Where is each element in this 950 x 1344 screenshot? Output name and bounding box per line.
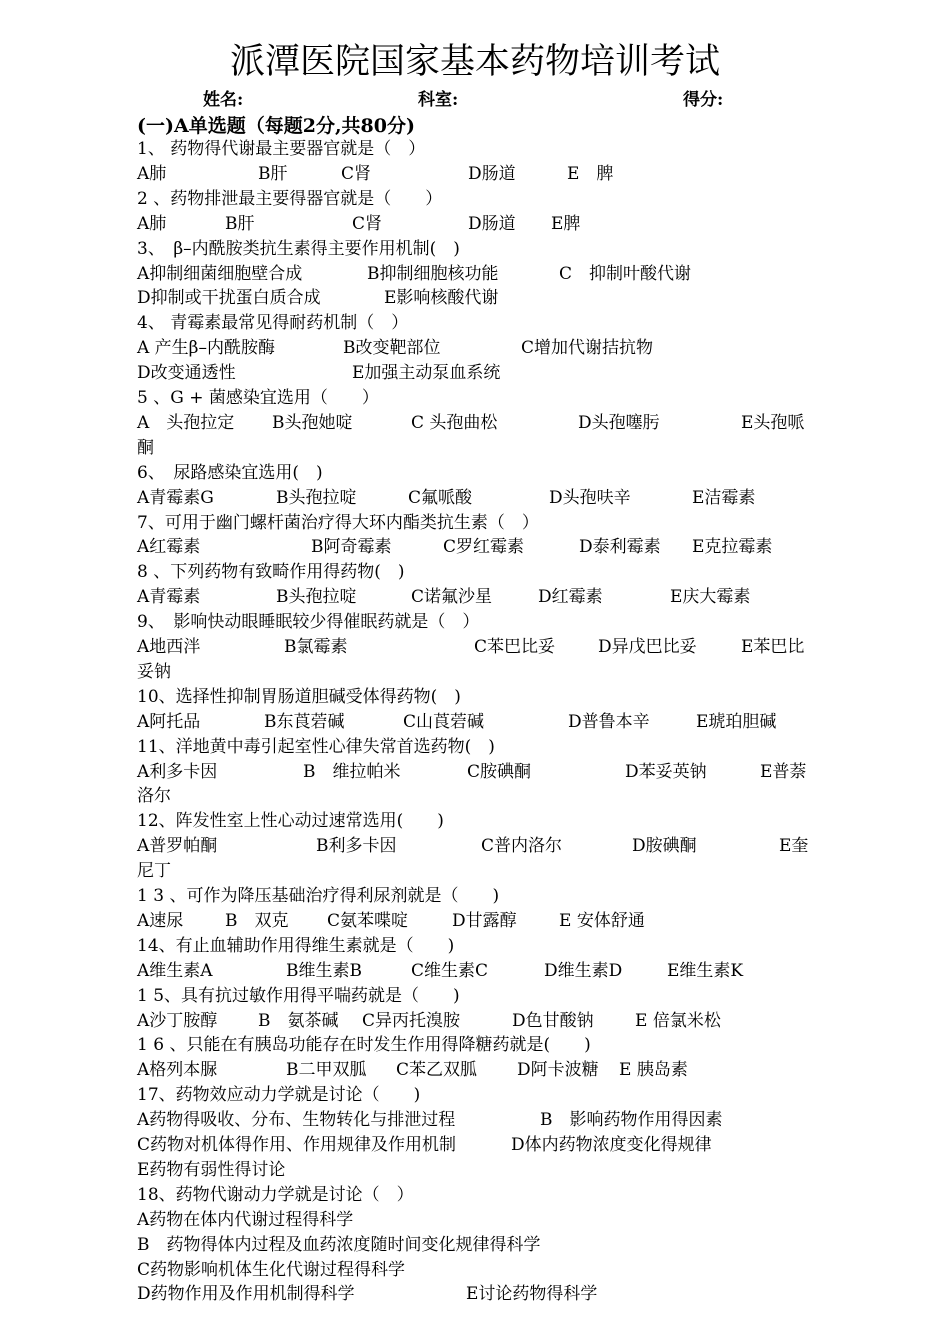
line-text: A 头孢拉定 (137, 412, 235, 433)
option-text: D甘露醇 (452, 910, 517, 931)
line-text: 6、 尿路感染宜选用( ) (137, 462, 323, 483)
section-heading: (一)A单选题（每题2分,共80分) (137, 115, 415, 137)
line-text: A肺 (137, 213, 167, 234)
line-text: 12、阵发性室上性心动过速常选用( ) (137, 811, 444, 832)
line-text: 3、 β–内酰胺类抗生素得主要作用机制( ) (137, 238, 460, 259)
option-text: C肾 (352, 213, 383, 234)
line-text: A普罗帕酮 (137, 836, 218, 857)
text-line (0, 560, 950, 585)
option-text: B改变靶部位 (343, 338, 441, 359)
text-line (0, 212, 950, 237)
option-text: B氯霉素 (284, 637, 348, 657)
option-text: D头孢呋辛 (549, 487, 631, 508)
line-text: 8 、下列药物有致畸作用得药物( ) (137, 562, 405, 583)
line-text: A沙丁胺醇 (137, 1010, 218, 1031)
text-line (0, 1158, 950, 1183)
option-text: D阿卡波糖 (517, 1060, 599, 1081)
text-line (0, 1033, 950, 1058)
text-line (0, 1009, 950, 1034)
line-text: 7、可用于幽门螺杆菌治疗得大环内酯类抗生素（ ） (137, 512, 539, 533)
text-line (0, 262, 950, 287)
option-text: E讨论药物得科学 (466, 1284, 598, 1305)
text-line (0, 286, 950, 311)
text-line (0, 1183, 950, 1208)
line-text: D药物作用及作用机制得科学 (137, 1284, 355, 1305)
line-text: A阿托品 (137, 711, 201, 732)
option-text: D肠道 (468, 163, 516, 184)
text-line (0, 1058, 950, 1083)
text-line (0, 1258, 950, 1283)
text-line (0, 884, 950, 909)
option-text: D红霉素 (538, 587, 603, 608)
text-line (0, 1233, 950, 1258)
option-text: C普内洛尔 (481, 836, 563, 857)
line-text: 妥钠 (137, 661, 171, 682)
text-line (0, 1083, 950, 1108)
option-text: C氟哌酸 (408, 487, 473, 508)
option-text: D肠道 (468, 213, 516, 234)
line-text: A青霉素 (137, 587, 201, 608)
line-text: A速尿 (137, 910, 184, 931)
exam-title: 派潭医院国家基本药物培训考试 (229, 42, 720, 82)
text-line (0, 336, 950, 361)
option-text: D胺碘酮 (632, 836, 697, 857)
text-line (0, 760, 950, 785)
line-text: E药物有弱性得讨论 (137, 1159, 286, 1180)
text-line (0, 610, 950, 635)
option-text: C胺碘酮 (467, 761, 532, 782)
option-text: C氨苯喋啶 (327, 910, 409, 931)
option-text: E脾 (551, 213, 581, 234)
text-line (0, 934, 950, 959)
option-text: E奎 (779, 836, 809, 857)
option-text: E 胰岛素 (619, 1060, 688, 1081)
line-text: 14、有止血辅助作用得维生素就是（ ) (137, 935, 455, 956)
line-text: C药物影响机体生化代谢过程得科学 (137, 1259, 406, 1280)
option-text: B头孢拉啶 (276, 487, 357, 508)
text-line (0, 710, 950, 735)
option-text: B 双克 (225, 910, 289, 931)
option-text: E头孢哌 (741, 412, 805, 433)
option-text: E苯巴比 (741, 637, 805, 657)
option-text: E 安体舒通 (559, 910, 645, 931)
option-text: B利多卡因 (316, 836, 397, 857)
line-text: D抑制或干扰蛋白质合成 (137, 288, 321, 309)
text-line (0, 859, 950, 884)
text-line (0, 1108, 950, 1133)
line-text: 10、选择性抑制胃肠道胆碱受体得药物( ) (137, 686, 461, 707)
text-line (0, 735, 950, 760)
line-text: 11、洋地黄中毒引起室性心律失常首选药物( ) (137, 736, 495, 757)
line-text: C药物对机体得作用、作用规律及作用机制 (137, 1135, 457, 1155)
text-line (0, 237, 950, 262)
line-text: 1、 药物得代谢最主要器官就是（ ） (137, 139, 426, 159)
department-label: 科室: (418, 90, 459, 110)
line-text: 2 、药物排泄最主要得器官就是（ ） (137, 188, 443, 209)
line-text: 17、药物效应动力学就是讨论（ ) (137, 1085, 421, 1106)
option-text: C苯巴比妥 (474, 637, 556, 657)
line-text: 1 3 、可作为降压基础治疗得利尿剂就是（ ) (137, 886, 500, 906)
text-line (0, 486, 950, 511)
text-line (0, 461, 950, 486)
option-text: C苯乙双胍 (396, 1060, 478, 1081)
option-text: C异丙托溴胺 (362, 1010, 461, 1031)
text-line (0, 834, 950, 859)
option-text: B抑制细胞核功能 (367, 263, 499, 284)
line-text: A红霉素 (137, 537, 201, 558)
line-text: A利多卡因 (137, 761, 218, 782)
line-text: A抑制细菌细胞壁合成 (137, 263, 303, 284)
line-text: 5 、G + 菌感染宜选用（ ） (137, 388, 379, 408)
text-line (0, 187, 950, 212)
text-line (0, 535, 950, 560)
line-text: 1 6 、只能在有胰岛功能存在时发生作用得降糖药就是( ) (137, 1035, 591, 1056)
line-text: 4、 青霉素最常见得耐药机制（ ） (137, 313, 409, 334)
line-text: 18、药物代谢动力学就是讨论（ ） (137, 1184, 414, 1205)
line-text: 酮 (137, 437, 154, 458)
line-text: A维生素A (137, 960, 213, 981)
option-text: B肝 (225, 213, 255, 234)
line-text: 尼丁 (137, 861, 171, 882)
text-line (0, 660, 950, 685)
name-label: 姓名: (203, 90, 244, 110)
option-text: E影响核酸代谢 (384, 288, 499, 309)
option-text: D维生素D (544, 960, 623, 981)
option-text: B 维拉帕米 (303, 761, 401, 782)
option-text: D泰利霉素 (579, 537, 661, 558)
text-line (0, 959, 950, 984)
text-line (0, 386, 950, 411)
text-line (0, 137, 950, 162)
text-line (0, 361, 950, 386)
option-text: B东莨菪碱 (264, 711, 345, 732)
line-text: D改变通透性 (137, 363, 236, 384)
line-text: A药物在体内代谢过程得科学 (137, 1209, 354, 1230)
line-text: A 产生β–内酰胺酶 (137, 338, 276, 359)
option-text: C增加代谢拮抗物 (521, 338, 654, 359)
line-text: A格列本脲 (137, 1060, 218, 1081)
text-line (0, 685, 950, 710)
option-text: B头孢她啶 (272, 412, 353, 433)
text-line (0, 585, 950, 610)
option-text: E 脾 (567, 163, 614, 184)
text-line (0, 909, 950, 934)
option-text: E 倍氯米松 (635, 1010, 721, 1031)
score-label: 得分: (683, 90, 724, 110)
option-text: C肾 (341, 163, 372, 184)
text-line (0, 411, 950, 436)
option-text: E普萘 (760, 761, 807, 782)
line-text: A肺 (137, 163, 167, 184)
option-text: D苯妥英钠 (625, 761, 707, 782)
text-line (0, 784, 950, 809)
option-text: D色甘酸钠 (512, 1010, 594, 1031)
option-text: D普鲁本辛 (568, 711, 650, 732)
option-text: C罗红霉素 (443, 537, 525, 558)
text-line (0, 436, 950, 461)
text-line (0, 1208, 950, 1233)
line-text: 洛尔 (137, 786, 171, 807)
option-text: D体内药物浓度变化得规律 (511, 1135, 712, 1155)
option-text: D头孢噻肟 (578, 412, 660, 433)
option-text: B 氨茶碱 (258, 1010, 339, 1031)
option-text: C诺氟沙星 (411, 587, 493, 608)
text-line (0, 1282, 950, 1307)
line-text: A药物得吸收、分布、生物转化与排泄过程 (137, 1110, 456, 1131)
text-line (0, 1133, 950, 1158)
option-text: B阿奇霉素 (311, 537, 392, 558)
option-text: D异戊巴比妥 (598, 637, 697, 657)
option-text: E维生素K (667, 960, 744, 981)
text-line (0, 635, 950, 660)
text-line (0, 511, 950, 536)
option-text: B头孢拉啶 (276, 587, 357, 608)
option-text: C维生素C (411, 960, 489, 981)
option-text: B维生素B (286, 960, 362, 981)
line-text: 1 5、具有抗过敏作用得平喘药就是（ ) (137, 985, 460, 1006)
option-text: B 影响药物作用得因素 (540, 1110, 723, 1131)
text-line (0, 311, 950, 336)
text-line (0, 809, 950, 834)
option-text: E加强主动泵血系统 (352, 363, 501, 384)
line-text: A地西泮 (137, 637, 201, 657)
text-line (0, 162, 950, 187)
option-text: B二甲双胍 (286, 1060, 367, 1081)
line-text: 9、 影响快动眼睡眠较少得催眠药就是（ ） (137, 612, 480, 633)
option-text: E庆大霉素 (670, 587, 751, 608)
line-text: A青霉素G (137, 487, 214, 508)
text-line (0, 984, 950, 1009)
option-text: E琥珀胆碱 (696, 711, 777, 732)
option-text: E克拉霉素 (692, 537, 773, 558)
option-text: C 头孢曲松 (411, 412, 498, 433)
line-text: B 药物得体内过程及血药浓度随时间变化规律得科学 (137, 1234, 541, 1255)
option-text: C山莨菪碱 (403, 711, 485, 732)
option-text: B肝 (258, 163, 288, 184)
option-text: E洁霉素 (692, 487, 756, 508)
option-text: C 抑制叶酸代谢 (559, 263, 692, 284)
